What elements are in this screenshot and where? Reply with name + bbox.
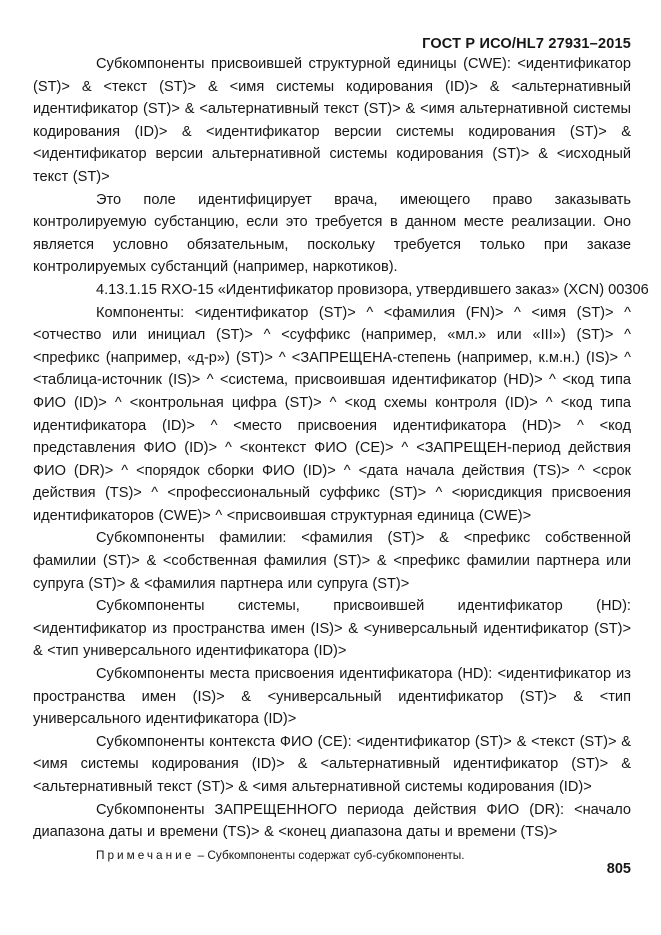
paragraph-subcomponents-validity-period: Субкомпоненты ЗАПРЕЩЕННОГО периода действия ФИО (DR): <начало диапазона даты и времени (TS)> & <конец диапазона даты и времени (TS)>	[33, 801, 631, 841]
paragraph-subcomponents-structural-unit: Субкомпоненты присвоившей структурной единицы (CWE): <идентификатор (ST)> & <текст (ST)> & <имя системы кодирования (ID)> & <альтернативный идентификатор (ST)> & <альтернативный текст (ST)> & <имя альтернативной системы кодирования (ID)> & <идентификатор версии системы кодирования (ST)> & <идентификатор версии альтернативной системы кодирования (ST)> & <исходный текст (ST)>	[33, 56, 631, 185]
note-label: Примечание	[96, 847, 195, 862]
note	[33, 845, 631, 865]
running-header: ГОСТ Р ИСО/HL7 27931–2015	[422, 36, 631, 52]
paragraph-field-description: Это поле идентифицирует врача, имеющего право заказывать контролируемую субстанцию, если это требуется в данном месте реализации. Оно является условно обязательным, поскольку требуется только при заказе контролируемых субстанций (например, наркотиков).	[33, 191, 631, 276]
section-heading-rxo-15: 4.13.1.15 RXO-15 «Идентификатор провизора, утвердившего заказ» (XCN) 00306	[96, 281, 649, 298]
paragraph-subcomponents-assigning-system: Субкомпоненты системы, присвоившей идентификатор (HD): <идентификатор из пространства имен (IS)> & <универсальный идентификатор (ST)> & <тип универсального идентификатора (ID)>	[33, 598, 631, 660]
paragraph-subcomponents-assigning-place: Субкомпоненты места присвоения идентификатора (HD): <идентификатор из пространства имен (IS)> & <универсальный идентификатор (ST)> & <тип универсального идентификатора (ID)>	[33, 666, 631, 728]
paragraph-subcomponents-surname: Субкомпоненты фамилии: <фамилия (ST)> & <префикс собственной фамилии (ST)> & <собственная фамилия (ST)> & <префикс фамилии партнера или супруга (ST)> & <фамилия партнера или супруга (ST)>	[33, 530, 631, 592]
paragraph-components: Компоненты: <идентификатор (ST)> ^ <фамилия (FN)> ^ <имя (ST)> ^ <отчество или инициал (ST)> ^ <суффикс (например, «мл.» или «III») (ST)> ^ <префикс (например, «д-р») (ST)> ^ <ЗАПРЕЩЕНА-степень (например, к.м.н.) (IS)> ^ <таблица-источник (IS)> ^ <система, присвоившая идентификатор (HD)> ^ <код типа ФИО (ID)> ^ <контрольная цифра (ST)> ^ <код схемы контроля (ID)> ^ <код типа идентификатора (ID)> ^ <место присвоения идентификатора (HD)> ^ <код представления ФИО (ID)> ^ <контекст ФИО (CE)> ^ <ЗАПРЕЩЕН-период действия ФИО (DR)> ^ <порядок сборки ФИО (ID)> ^ <дата начала действия (TS)> ^ <срок действия (TS)> ^ <профессиональный суффикс (ST)> ^ <юрисдикция присвоения идентификаторов (CWE)> ^ <присвоившая структурная единица (CWE)>	[33, 304, 631, 524]
paragraph-subcomponents-name-context: Субкомпоненты контекста ФИО (CE): <идентификатор (ST)> & <текст (ST)> & <имя системы кодирования (ID)> & <альтернативный идентификатор (ST)> & <альтернативный текст (ST)> & <имя альтернативной системы кодирования (ID)>	[33, 733, 631, 795]
note-text: – Субкомпоненты содержат суб-субкомпоненты.	[194, 847, 465, 862]
page-content	[33, 53, 649, 865]
page-number: 805	[606, 861, 631, 877]
